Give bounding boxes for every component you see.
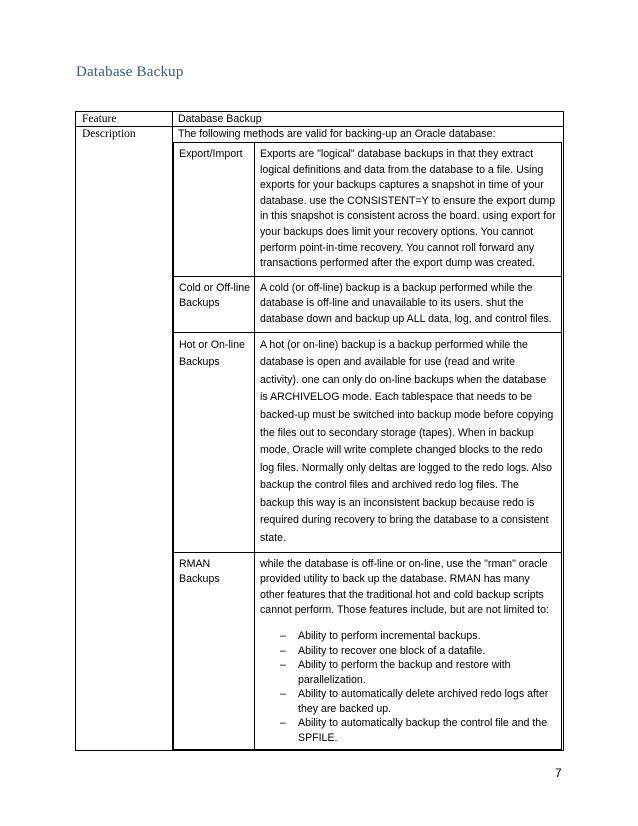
list-item: – Ability to automatically backup the control file and the SPFILE. — [280, 716, 556, 745]
method-text: Exports are "logical" database backups in that they extract logical definitions and data from the database to a file. Using exports for your backups captures a snapshot in time of your database. use the CONSISTENT=Y to ensure the export dump in this snapshot is consistent across the board. using export for your backups does limit your recovery options. You cannot perform point-in-time recovery. You cannot roll forward any transactions performed after the export dump was created. — [255, 143, 562, 277]
method-name: Cold or Off-line Backups — [174, 276, 255, 332]
description-row — [76, 127, 564, 751]
method-cell — [255, 552, 562, 749]
feature-value: Database Backup — [173, 112, 564, 127]
method-row — [174, 332, 562, 552]
methods-table — [173, 142, 562, 750]
method-name: Hot or On-line Backups — [174, 332, 255, 552]
page-number: 7 — [555, 766, 562, 780]
page-heading: Database Backup — [76, 64, 184, 80]
list-item: – Ability to recover one block of a datafile. — [280, 644, 556, 659]
feature-row — [76, 112, 564, 127]
method-text: while the database is off-line or on-line, use the "rman" oracle provided utility to back up the database. RMAN has many other features that the traditional hot and cold backup scripts cannot perform. Those features include, but are not limited to: — [260, 557, 549, 617]
backup-table — [75, 111, 564, 751]
method-text: A cold (or off-line) backup is a backup performed while the database is off-line and unavailable to its users. shut the database down and backup up ALL data, log, and control files. — [255, 276, 562, 332]
method-text: A hot (or on-line) backup is a backup performed while the database is open and available for use (read and write activity). one can only do on-line backups when the database is ARCHIVELOG mode. Each tablespace that needs to be backed-up must be switched into backup mode before copying the files out to secondary storage (tapes). When in backup mode, Oracle will write complete changed blocks to the redo log files. Normally only deltas are logged to the redo logs. Also backup the control files and archived redo log files. The backup this way is an inconsistent backup because redo is required during recovery to bring the database to a consistent state. — [255, 332, 562, 552]
method-name: RMAN Backups — [174, 552, 255, 749]
method-row — [174, 276, 562, 332]
description-cell — [173, 127, 564, 751]
method-row — [174, 552, 562, 749]
description-label: Description — [76, 127, 173, 751]
feature-label: Feature — [76, 112, 173, 127]
method-name: Export/Import — [174, 143, 255, 277]
list-item: – Ability to perform incremental backups. — [280, 629, 556, 644]
method-row — [174, 143, 562, 277]
list-item: – Ability to perform the backup and restore with parallelization. — [280, 658, 556, 687]
description-intro: The following methods are valid for backing-up an Oracle database: — [178, 128, 496, 140]
list-item: – Ability to automatically delete archived redo logs after they are backed up. — [280, 687, 556, 716]
rman-features-list — [260, 629, 556, 745]
